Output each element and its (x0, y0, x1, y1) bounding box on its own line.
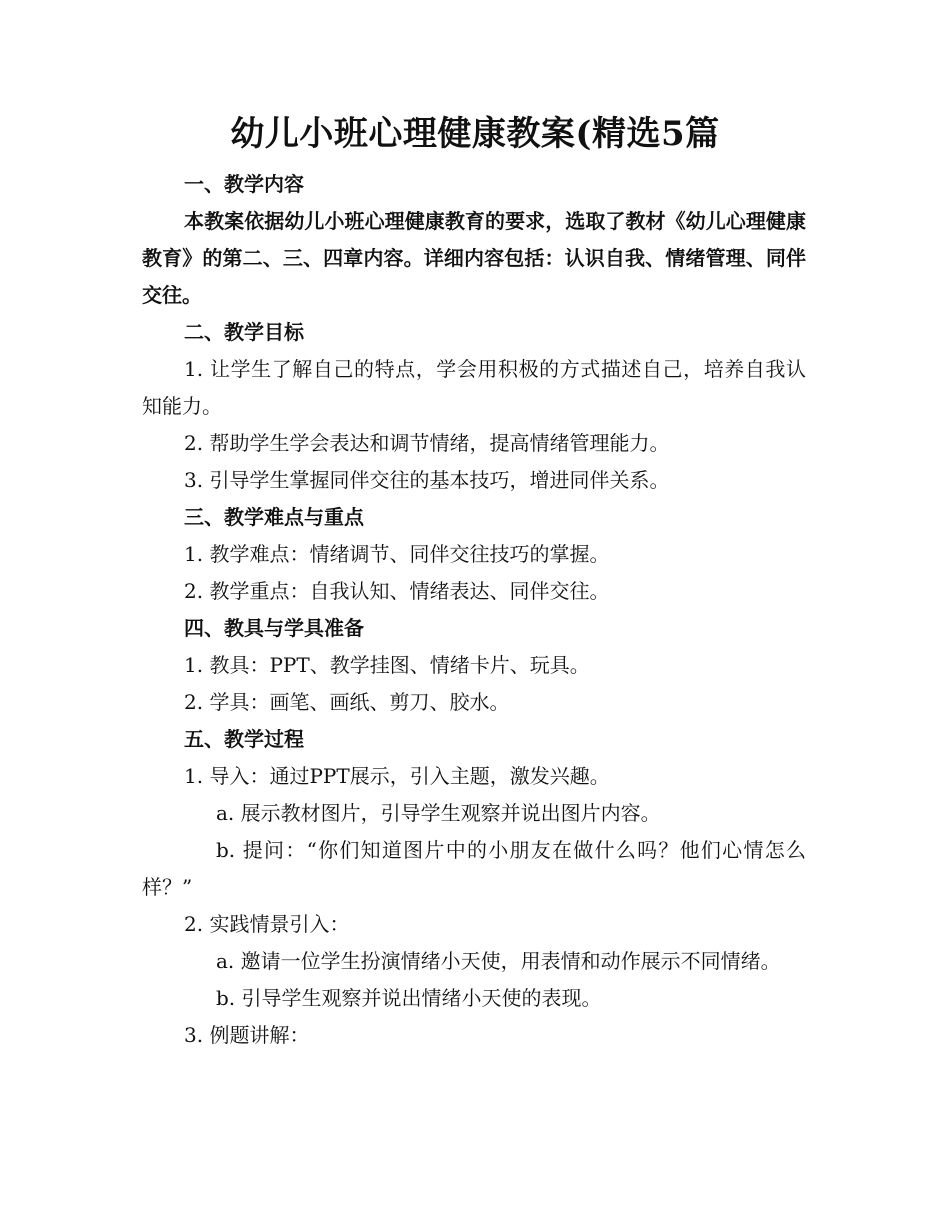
list-item: 3. 引导学生掌握同伴交往的基本技巧，增进同伴关系。 (184, 468, 670, 492)
sub-list-item: a. 邀请一位学生扮演情绪小天使，用表情和动作展示不同情绪。 (216, 949, 781, 973)
sub-list-item: b. 提问：“你们知道图片中的小朋友在做什么吗？他们心情怎么样？” (142, 838, 806, 899)
sub-list-item: b. 引导学生观察并说出情绪小天使的表现。 (216, 986, 602, 1010)
list-item: 1. 教具：PPT、教学挂图、情绪卡片、玩具。 (184, 653, 590, 677)
list-item: 2. 学具：画笔、画纸、剪刀、胶水。 (184, 690, 510, 714)
section-heading: 五、教学过程 (184, 727, 304, 751)
section-heading: 二、教学目标 (184, 320, 304, 344)
sub-list-item: a. 展示教材图片，引导学生观察并说出图片内容。 (216, 801, 661, 825)
section-heading: 四、教具与学具准备 (184, 616, 364, 640)
section-heading: 一、教学内容 (184, 172, 304, 196)
document-title: 幼儿小班心理健康教案(精选5篇 (230, 114, 720, 154)
list-item: 1. 教学难点：情绪调节、同伴交往技巧的掌握。 (184, 542, 610, 566)
list-item: 1. 让学生了解自己的特点，学会用积极的方式描述自己，培养自我认知能力。 (142, 357, 806, 418)
list-item: 1. 导入：通过PPT展示，引入主题，激发兴趣。 (184, 764, 610, 788)
body-paragraph: 本教案依据幼儿小班心理健康教育的要求，选取了教材《幼儿心理健康教育》的第二、三、四章内容。详细内容包括：认识自我、情绪管理、同伴交往。 (142, 209, 806, 307)
list-item: 2. 实践情景引入： (184, 912, 350, 936)
list-item: 2. 教学重点：自我认知、情绪表达、同伴交往。 (184, 579, 610, 603)
section-heading: 三、教学难点与重点 (184, 505, 364, 529)
document-body (142, 166, 806, 1054)
list-item: 2. 帮助学生学会表达和调节情绪，提高情绪管理能力。 (184, 431, 670, 455)
list-item: 3. 例题讲解： (184, 1023, 310, 1047)
